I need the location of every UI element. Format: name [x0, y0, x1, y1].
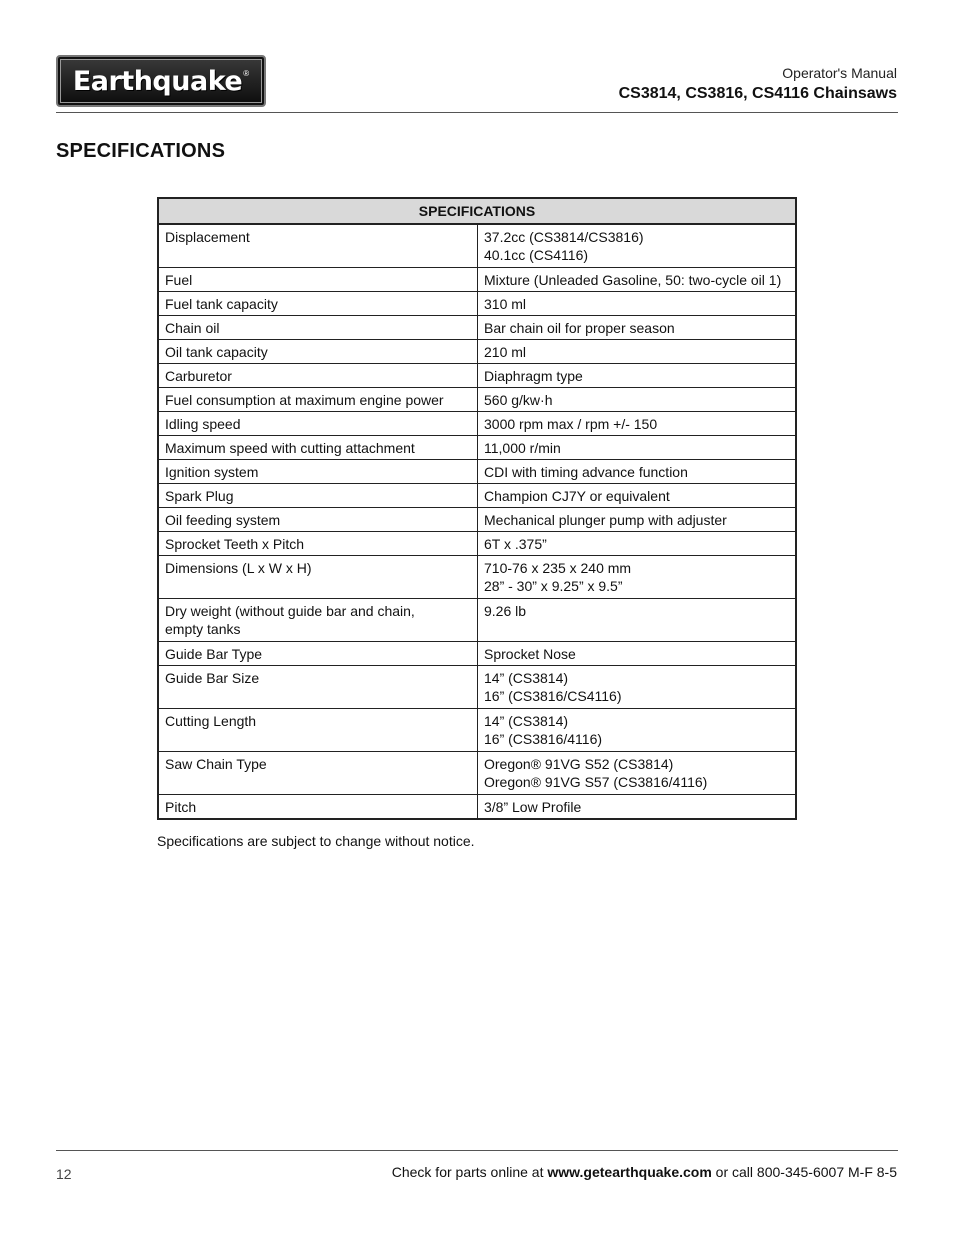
spec-label — [158, 224, 478, 268]
table-row — [158, 412, 796, 436]
spec-value-line: Bar chain oil for proper season — [484, 320, 675, 336]
footer-suffix: or call 800-345-6007 M-F 8-5 — [711, 1164, 897, 1180]
spec-value — [478, 316, 797, 340]
spec-label — [158, 508, 478, 532]
table-row — [158, 709, 796, 752]
spec-value-line: 210 ml — [484, 344, 527, 360]
spec-label — [158, 556, 478, 599]
spec-value — [478, 340, 797, 364]
spec-label-line: Cutting Length — [165, 713, 257, 729]
table-row — [158, 268, 796, 292]
spec-value-line: 6T x .375” — [484, 536, 547, 552]
table-row — [158, 666, 796, 709]
spec-label — [158, 666, 478, 709]
table-header-row — [158, 198, 796, 224]
table-row — [158, 556, 796, 599]
spec-label-line: Displacement — [165, 229, 250, 245]
footer-divider — [56, 1150, 898, 1151]
spec-label — [158, 292, 478, 316]
table-row — [158, 532, 796, 556]
spec-label-line: Idling speed — [165, 416, 241, 432]
spec-label — [158, 412, 478, 436]
page-title: SPECIFICATIONS — [56, 140, 226, 162]
spec-value — [478, 666, 797, 709]
spec-label-line: Sprocket Teeth x Pitch — [165, 536, 305, 552]
table-row — [158, 795, 796, 820]
table-row — [158, 316, 796, 340]
spec-label-line: Ignition system — [165, 464, 259, 480]
spec-value — [478, 388, 797, 412]
manual-subtitle: Operator's Manual — [782, 65, 897, 81]
table-header: SPECIFICATIONS — [158, 198, 796, 224]
spec-value-line: Sprocket Nose — [484, 646, 576, 662]
spec-value — [478, 292, 797, 316]
header-right — [619, 64, 897, 105]
spec-value — [478, 268, 797, 292]
spec-value-line: CDI with timing advance function — [484, 464, 688, 480]
spec-value-line: Mixture (Unleaded Gasoline, 50: two-cycle oil 1) — [484, 272, 782, 288]
logo-wordmark: Earthquake — [72, 65, 243, 97]
spec-label-line: Carburetor — [165, 368, 232, 384]
earthquake-logo — [56, 55, 266, 107]
spec-value — [478, 642, 797, 666]
spec-label — [158, 340, 478, 364]
spec-value-line: 11,000 r/min — [484, 440, 561, 456]
spec-value-line: 3000 rpm max / rpm +/- 150 — [484, 416, 658, 432]
spec-value — [478, 364, 797, 388]
spec-value — [478, 436, 797, 460]
spec-value-line: Oregon® 91VG S57 (CS3816/4116) — [484, 774, 708, 790]
spec-value — [478, 752, 797, 795]
spec-value — [478, 412, 797, 436]
table-body — [158, 224, 796, 819]
table-row — [158, 388, 796, 412]
table-row — [158, 752, 796, 795]
spec-label — [158, 532, 478, 556]
spec-value — [478, 460, 797, 484]
spec-value-line: 9.26 lb — [484, 603, 527, 619]
spec-label-line: Spark Plug — [165, 488, 234, 504]
spec-value-line: 310 ml — [484, 296, 527, 312]
spec-label — [158, 642, 478, 666]
spec-value-line: 16” (CS3816/4116) — [484, 731, 603, 747]
spec-value-line: 710-76 x 235 x 240 mm — [484, 560, 632, 576]
spec-value — [478, 508, 797, 532]
spec-label-line: Chain oil — [165, 320, 220, 336]
spec-label-line: Oil feeding system — [165, 512, 281, 528]
spec-label-line: Guide Bar Size — [165, 670, 260, 686]
table-row — [158, 508, 796, 532]
table-row — [158, 460, 796, 484]
spec-label-line: Pitch — [165, 799, 197, 815]
spec-label-line: Fuel consumption at maximum engine power — [165, 392, 444, 408]
spec-value — [478, 224, 797, 268]
header-divider — [56, 112, 898, 113]
spec-label — [158, 599, 478, 642]
website-link[interactable]: www.getearthquake.com — [547, 1164, 712, 1180]
spec-value — [478, 709, 797, 752]
spec-value-line: 14” (CS3814) — [484, 670, 569, 686]
spec-label — [158, 268, 478, 292]
spec-value — [478, 795, 797, 820]
spec-label-line: Oil tank capacity — [165, 344, 268, 360]
spec-value-line: Diaphragm type — [484, 368, 583, 384]
spec-label — [158, 388, 478, 412]
spec-label-line: Guide Bar Type — [165, 646, 263, 662]
spec-value-line: Mechanical plunger pump with adjuster — [484, 512, 727, 528]
spec-label-line: Maximum speed with cutting attachment — [165, 440, 415, 456]
specifications-table — [157, 197, 797, 820]
table-row — [158, 642, 796, 666]
spec-value-line: 16” (CS3816/CS4116) — [484, 688, 622, 704]
spec-value — [478, 599, 797, 642]
spec-label — [158, 752, 478, 795]
spec-value — [478, 556, 797, 599]
table-row — [158, 484, 796, 508]
spec-label-line: Fuel tank capacity — [165, 296, 278, 312]
registered-mark: ® — [243, 69, 250, 78]
spec-label-line: Fuel — [165, 272, 193, 288]
spec-label-line: Dimensions (L x W x H) — [165, 560, 312, 576]
spec-value-line: 560 g/kw·h — [484, 392, 553, 408]
spec-label — [158, 436, 478, 460]
spec-value-line: Oregon® 91VG S52 (CS3814) — [484, 756, 674, 772]
spec-value-line: 28” - 30” x 9.25” x 9.5” — [484, 578, 623, 594]
spec-value-line: Champion CJ7Y or equivalent — [484, 488, 670, 504]
spec-label-line: empty tanks — [165, 621, 241, 637]
footer-prefix: Check for parts online at — [391, 1164, 548, 1180]
footer-text — [392, 1164, 897, 1180]
table-row — [158, 599, 796, 642]
spec-label — [158, 484, 478, 508]
table-row — [158, 340, 796, 364]
spec-label — [158, 709, 478, 752]
disclaimer-note: Specifications are subject to change without notice. — [157, 833, 475, 849]
spec-label-line: Dry weight (without guide bar and chain, — [165, 603, 415, 619]
spec-value-line: 3/8” Low Profile — [484, 799, 582, 815]
table-row — [158, 224, 796, 268]
page-number: 12 — [56, 1166, 72, 1182]
spec-label — [158, 364, 478, 388]
spec-value — [478, 532, 797, 556]
spec-value-line: 37.2cc (CS3814/CS3816) — [484, 229, 644, 245]
table-row — [158, 364, 796, 388]
spec-label — [158, 795, 478, 820]
table-row — [158, 292, 796, 316]
table-row — [158, 436, 796, 460]
spec-label-line: Saw Chain Type — [165, 756, 267, 772]
spec-label — [158, 316, 478, 340]
spec-label — [158, 460, 478, 484]
spec-value-line: 14” (CS3814) — [484, 713, 569, 729]
spec-value — [478, 484, 797, 508]
spec-value-line: 40.1cc (CS4116) — [484, 247, 589, 263]
manual-title: CS3814, CS3816, CS4116 Chainsaws — [618, 85, 897, 102]
